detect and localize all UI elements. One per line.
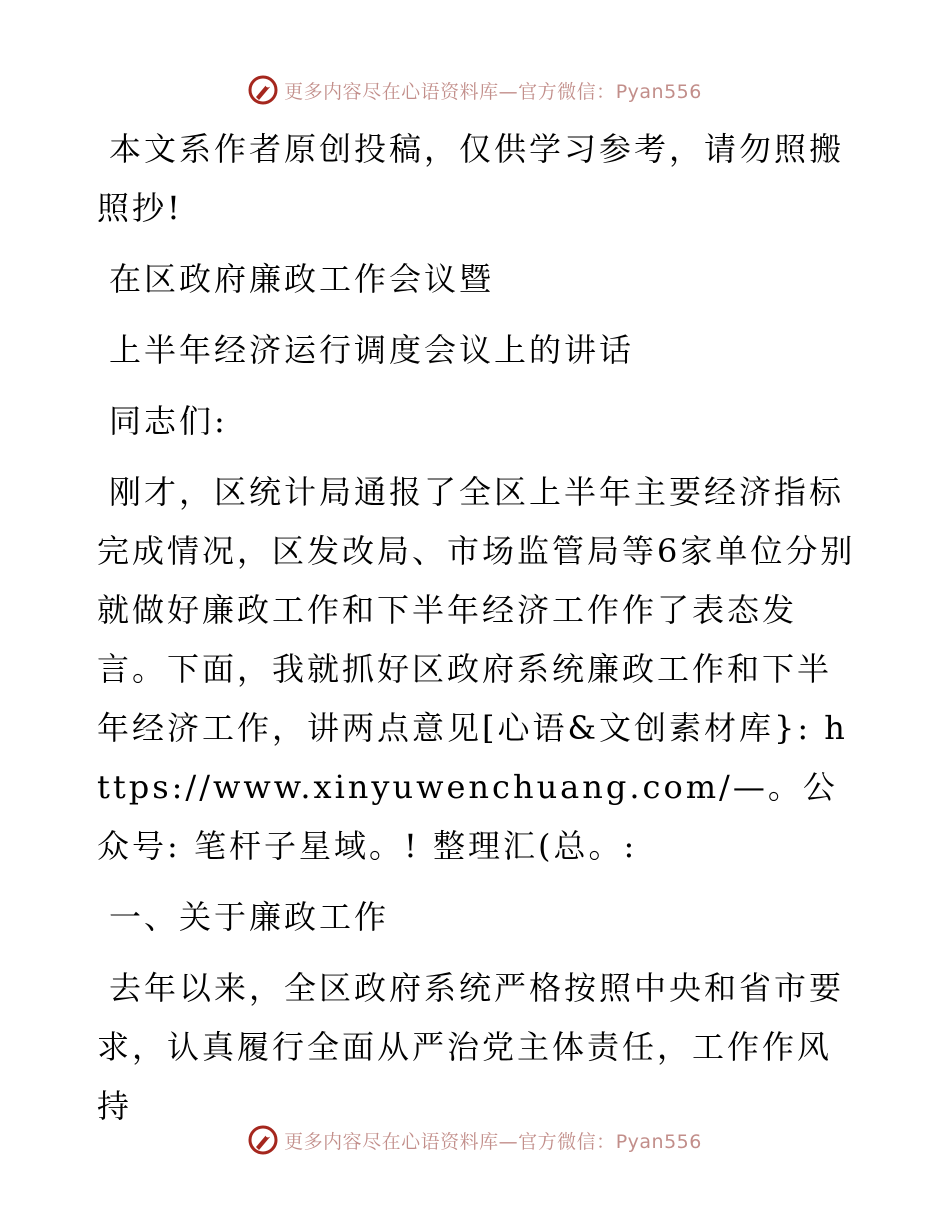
body-paragraph: 去年以来，全区政府系统严格按照中央和省市要求，认真履行全面从严治党主体责任，工作作风持: [97, 969, 845, 1125]
pen-logo-icon: [248, 75, 278, 105]
title-line-2: 上半年经济运行调度会议上的讲话: [109, 331, 635, 369]
watermark-group: [248, 75, 702, 105]
header-watermark-banner: [0, 70, 950, 110]
title-line-1: 在区政府廉政工作会议暨: [109, 260, 495, 298]
intro-paragraph: 刚才，区统计局通报了全区上半年主要经济指标完成情况，区发改局、市场监管局等6家单位分别就做好廉政工作和下半年经济工作作了表态发言。下面，我就抓好区政府系统廉政工作和下半年经济工作，讲两点意见[心语&文创素材库}: https://www.xinyuwenchuang.com/—。公众号: 笔杆子星域。! 整理汇(总。:: [97, 473, 856, 865]
watermark-group: [248, 1125, 702, 1155]
footer-watermark-banner: [0, 1120, 950, 1160]
watermark-text: 更多内容尽在心语资料库—官方微信：Pyan556: [284, 80, 702, 103]
salutation: 同志们:: [109, 402, 228, 440]
section-heading: 一、关于廉政工作: [109, 898, 390, 936]
pen-logo-icon: [248, 1125, 278, 1155]
copyright-notice: 本文系作者原创投稿，仅供学习参考，请勿照搬照抄!: [97, 130, 845, 227]
watermark-text: 更多内容尽在心语资料库—官方微信：Pyan556: [284, 1130, 702, 1153]
document-body: [97, 120, 857, 1148]
